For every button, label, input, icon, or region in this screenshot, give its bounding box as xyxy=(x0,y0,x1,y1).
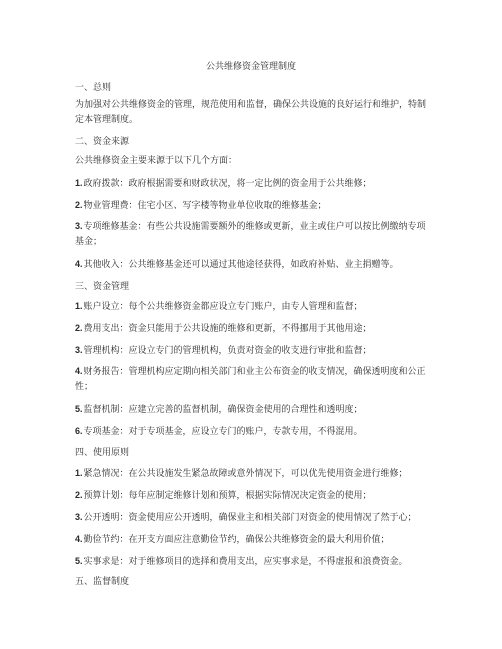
section-heading-funding-sources: 二、资金来源 xyxy=(75,137,130,147)
section-heading-usage-principles: 四、使用原则 xyxy=(75,448,130,458)
list-item xyxy=(75,256,431,273)
list-item-number: 1. xyxy=(75,468,83,478)
list-item-number: 5. xyxy=(75,556,83,566)
list-item-text: 预算计划：每年应制定维修计划和预算，根据实际情况决定资金的使用； xyxy=(83,491,372,501)
list-item xyxy=(75,364,431,395)
list-item-text: 物业管理费：住宅小区、写字楼等物业单位收取的维修基金； xyxy=(83,201,327,211)
funding-sources-intro: 公共维修资金主要来源于以下几个方面： xyxy=(75,156,238,166)
list-item-text: 专项基金：对于专项基金，应设立专门的账户，专款专用，不得混用。 xyxy=(83,427,363,437)
list-item xyxy=(75,553,431,570)
list-item-number: 2. xyxy=(75,490,83,500)
section-heading-fund-management: 三、资金管理 xyxy=(75,282,130,292)
section-heading-general: 一、总则 xyxy=(75,83,112,93)
list-item-number: 6. xyxy=(75,426,83,436)
section-general-paragraph: 为加强对公共维修资金的管理，规范使用和监督，确保公共设施的良好运行和维护，特制定本管理制度。 xyxy=(75,100,427,125)
list-item-number: 1. xyxy=(75,301,83,311)
list-item xyxy=(75,219,431,250)
list-item-text: 管理机构：应设立专门的管理机构，负责对资金的收支进行审批和监督； xyxy=(83,346,372,356)
list-item xyxy=(75,298,431,315)
list-item-number: 1. xyxy=(75,178,83,188)
list-item xyxy=(75,487,431,504)
list-item-number: 4. xyxy=(75,534,83,544)
list-item-number: 2. xyxy=(75,200,83,210)
list-item-text: 政府拨款：政府根据需要和财政状况，将一定比例的资金用于公共维修； xyxy=(83,179,372,189)
list-item-text: 其他收入：公共维修基金还可以通过其他途径获得，如政府补贴、业主捐赠等。 xyxy=(83,260,399,270)
section-heading-supervision: 五、监督制度 xyxy=(75,577,130,587)
list-item xyxy=(75,401,431,418)
list-item-number: 4. xyxy=(75,259,83,269)
list-item-text: 监督机制：应建立完善的监督机制，确保资金使用的合理性和透明度； xyxy=(83,405,363,415)
list-item-number: 4. xyxy=(75,366,83,376)
list-item xyxy=(75,423,431,440)
list-item-text: 勤俭节约：在开支方面应注意勤俭节约，确保公共维修资金的最大利用价值； xyxy=(83,535,390,545)
list-item xyxy=(75,465,431,482)
list-item-text: 账户设立：每个公共维修资金都应设立专门账户，由专人管理和监督； xyxy=(83,302,363,312)
list-item-text: 专项维修基金：有些公共设施需要额外的维修或更新，业主或住户可以按比例缴纳专项基金； xyxy=(75,222,426,247)
list-item-number: 3. xyxy=(75,221,83,231)
list-item-text: 公开透明：资金使用应公开透明，确保业主和相关部门对资金的使用情况了然于心； xyxy=(83,513,417,523)
list-item-number: 2. xyxy=(75,323,83,333)
list-item xyxy=(75,197,431,214)
document-title: 公共维修资金管理制度 xyxy=(205,62,296,72)
list-item xyxy=(75,531,431,548)
list-item-number: 3. xyxy=(75,345,83,355)
list-item-number: 5. xyxy=(75,404,83,414)
list-item-number: 3. xyxy=(75,512,83,522)
list-item xyxy=(75,509,431,526)
list-item-text: 紧急情况：在公共设施发生紧急故障或意外情况下，可以优先使用资金进行维修； xyxy=(83,469,408,479)
list-item-text: 实事求是：对于维修项目的选择和费用支出，应实事求是，不得虚报和浪费资金。 xyxy=(83,557,408,567)
list-item-text: 费用支出：资金只能用于公共设施的维修和更新，不得挪用于其他用途； xyxy=(83,324,372,334)
list-item xyxy=(75,320,431,337)
list-item-text: 财务报告：管理机构应定期向相关部门和业主公布资金的收支情况，确保透明度和公正性； xyxy=(75,367,426,392)
list-item xyxy=(75,175,431,192)
list-item xyxy=(75,342,431,359)
